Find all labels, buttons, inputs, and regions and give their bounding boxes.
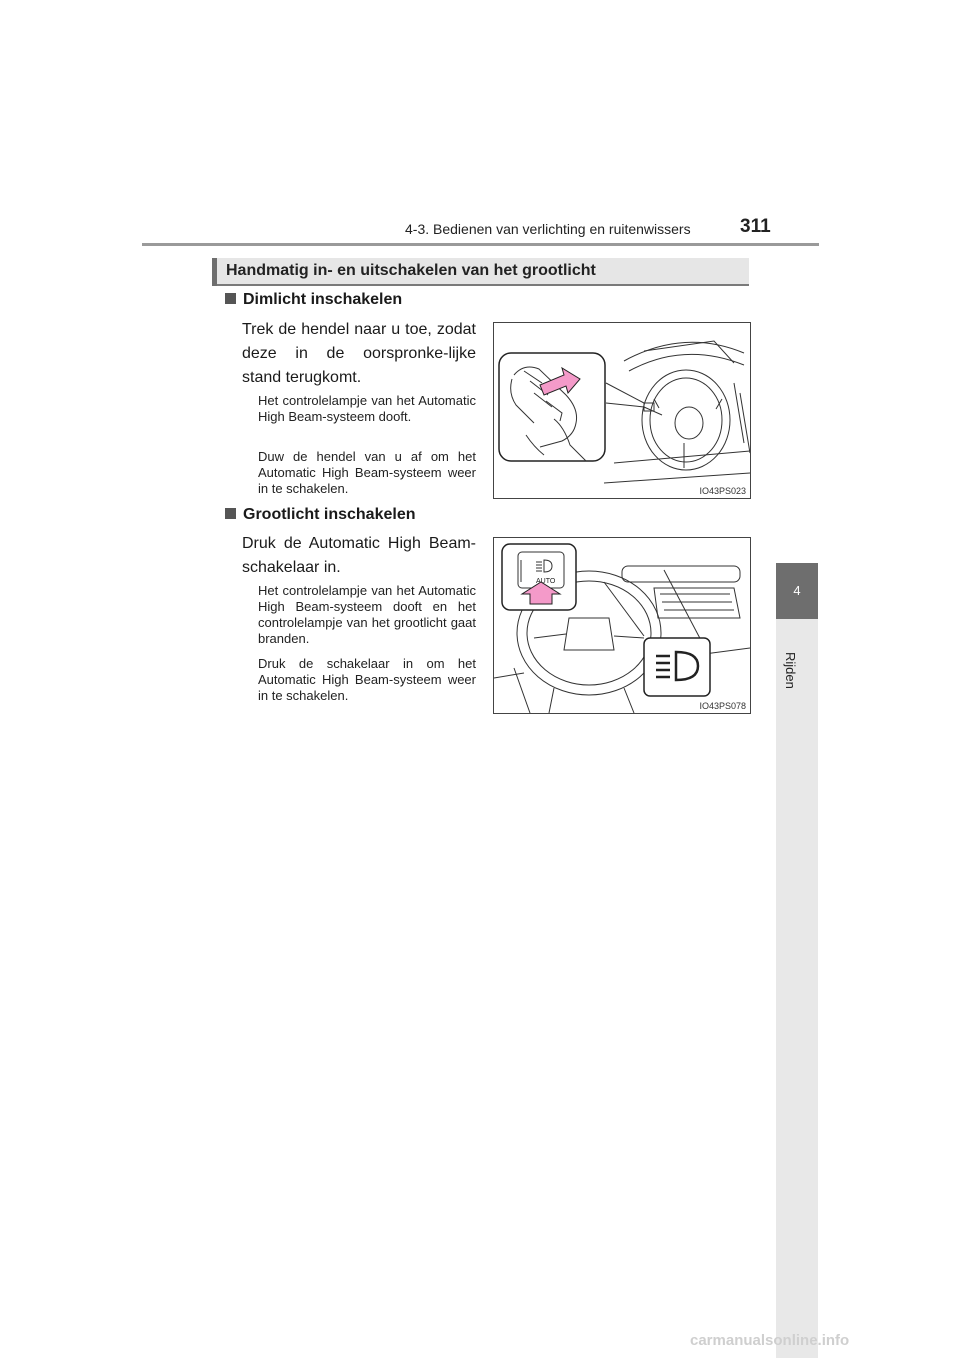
- bullet-square-icon: [225, 508, 236, 519]
- instruction-text: Trek de hendel naar u toe, zodat deze in de oorspronke-lijke stand terugkomt.: [242, 321, 476, 386]
- subheading-text: Dimlicht inschakelen: [243, 291, 403, 308]
- auto-label: AUTO: [536, 578, 556, 585]
- section-header: [212, 258, 749, 286]
- chapter-tab: [776, 563, 818, 619]
- note-text: Duw de hendel van u af om het Automatic High Beam-systeem weer in te schakelen.: [258, 449, 476, 496]
- note-text: Het controlelampje van het Automatic High Beam-systeem dooft.: [258, 393, 476, 424]
- instruction-text: Druk de Automatic High Beam-schakelaar in.: [242, 535, 476, 576]
- figure-lever: [493, 322, 751, 499]
- subheading-text: Grootlicht inschakelen: [243, 506, 416, 523]
- subheading-grootlicht: [225, 506, 415, 524]
- chapter-tab-number: 4: [793, 583, 801, 598]
- figure-code: IO43PS078: [699, 701, 746, 711]
- lever-hand-illustration: [494, 323, 750, 498]
- figure-code: IO43PS023: [699, 486, 746, 496]
- note-text: Druk de schakelaar in om het Automatic High Beam-systeem weer in te schakelen.: [258, 656, 476, 703]
- header-divider: [142, 243, 819, 246]
- auto-high-beam-switch-illustration: [494, 538, 750, 713]
- section-title: Handmatig in- en uitschakelen van het grootlicht: [226, 262, 596, 279]
- note-text: Het controlelampje van het Automatic High Beam-systeem dooft en het controlelampje van het grootlicht gaat branden.: [258, 583, 476, 646]
- figure-dashboard: [493, 537, 751, 714]
- subheading-dimlicht: [225, 291, 402, 309]
- chapter-tab-label: Rijden: [783, 652, 798, 689]
- page-number: 311: [740, 216, 771, 237]
- watermark: carmanualsonline.info: [690, 1332, 850, 1349]
- section-accent: [212, 258, 217, 286]
- bullet-square-icon: [225, 293, 236, 304]
- running-header-title: 4-3. Bedienen van verlichting en ruitenwissers: [405, 221, 691, 237]
- chapter-strip: [776, 619, 818, 1358]
